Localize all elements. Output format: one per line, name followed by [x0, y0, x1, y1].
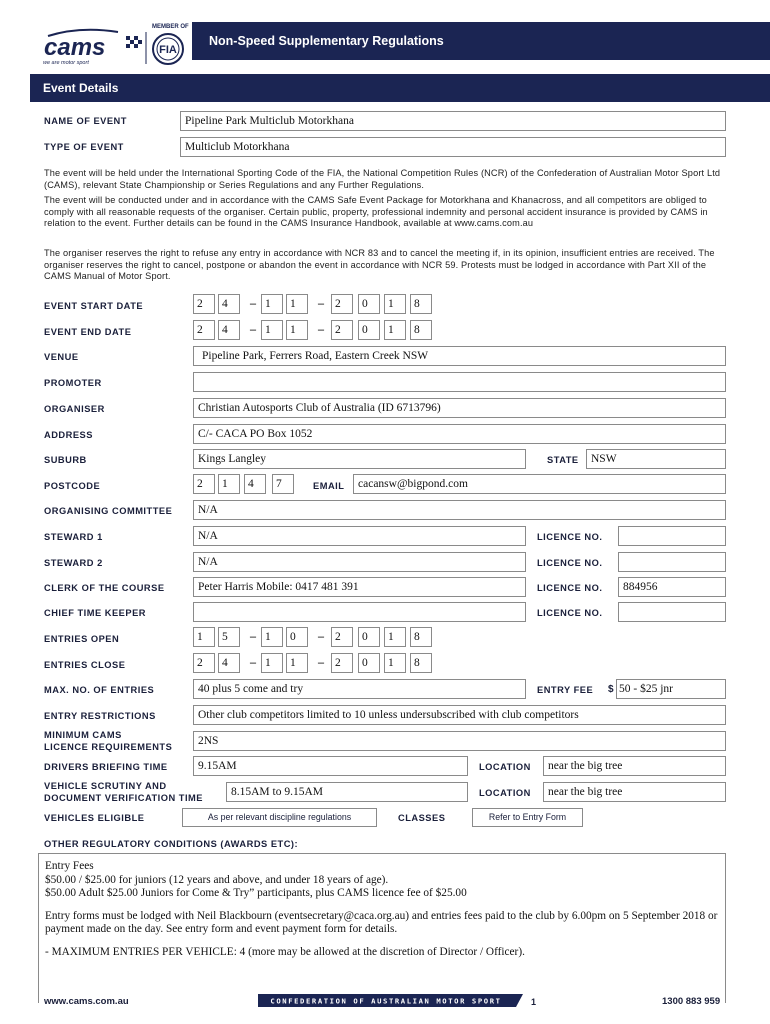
scrutiny-location-field[interactable]: near the big tree — [543, 782, 726, 802]
steward-2-label: STEWARD 2 — [44, 558, 103, 568]
venue-label: VENUE — [44, 352, 79, 362]
entry-fee-label: ENTRY FEE — [537, 685, 594, 695]
address-label: ADDRESS — [44, 430, 93, 440]
logo-member-text: MEMBER OF — [152, 24, 189, 30]
scrutiny-label-line2: DOCUMENT VERIFICATION TIME — [44, 793, 203, 803]
postcode-label: POSTCODE — [44, 481, 101, 491]
max-entries-field[interactable]: 40 plus 5 come and try — [193, 679, 526, 699]
steward-2-licence-label: LICENCE NO. — [537, 558, 603, 568]
steward-1-licence-label: LICENCE NO. — [537, 532, 603, 542]
suburb-label: SUBURB — [44, 455, 87, 465]
date-digit[interactable]: 1 — [384, 294, 406, 314]
date-separator: – — [250, 296, 256, 310]
date-digit[interactable]: 2 — [331, 653, 353, 673]
suburb-field[interactable]: Kings Langley — [193, 449, 526, 469]
chief-time-keeper-label: CHIEF TIME KEEPER — [44, 608, 146, 618]
date-digit[interactable]: 1 — [261, 320, 283, 340]
regulation-paragraph: The event will be held under the International Sporting Code of the FIA, the National Competition Rules (NCR) of the Confederation of Australian Motor Sport Ltd (CAMS), relevant State Championship or Series Regulations and any Further Regulations. — [44, 168, 721, 190]
entry-restrictions-label: ENTRY RESTRICTIONS — [44, 711, 156, 721]
name-of-event-field[interactable]: Pipeline Park Multiclub Motorkhana — [180, 111, 726, 131]
state-field[interactable]: NSW — [586, 449, 726, 469]
date-digit[interactable]: 1 — [384, 627, 406, 647]
min-licence-field[interactable]: 2NS — [193, 731, 726, 751]
date-digit[interactable]: 1 — [261, 653, 283, 673]
entry-fee-field[interactable]: 50 - $25 jnr — [616, 679, 726, 699]
type-of-event-field[interactable]: Multiclub Motorkhana — [180, 137, 726, 157]
date-digit[interactable]: 0 — [286, 627, 308, 647]
date-digit[interactable]: 8 — [410, 653, 432, 673]
steward-2-field[interactable]: N/A — [193, 552, 526, 572]
date-digit[interactable]: 2 — [331, 320, 353, 340]
scrutiny-location-label: LOCATION — [479, 788, 531, 798]
address-field[interactable]: C/- CACA PO Box 1052 — [193, 424, 726, 444]
max-entries-label: MAX. NO. OF ENTRIES — [44, 685, 155, 695]
footer-website: www.cams.com.au — [44, 996, 129, 1007]
briefing-location-field[interactable]: near the big tree — [543, 756, 726, 776]
date-digit[interactable]: 1 — [193, 627, 215, 647]
classes-label: CLASSES — [398, 813, 446, 823]
date-digit[interactable]: 1 — [261, 294, 283, 314]
clerk-licence-label: LICENCE NO. — [537, 583, 603, 593]
entries-open-label: ENTRIES OPEN — [44, 634, 120, 644]
event-end-date-label: EVENT END DATE — [44, 327, 132, 337]
postcode-digit[interactable]: 7 — [272, 474, 294, 494]
date-separator: – — [318, 296, 324, 310]
postcode-digit[interactable]: 4 — [244, 474, 266, 494]
vehicles-eligible-label: VEHICLES ELIGIBLE — [44, 813, 145, 823]
postcode-digit[interactable]: 1 — [218, 474, 240, 494]
logo-fia-text: FIA — [159, 44, 177, 56]
date-digit[interactable]: 1 — [384, 653, 406, 673]
venue-field[interactable]: Pipeline Park, Ferrers Road, Eastern Creek NSW — [193, 346, 726, 366]
date-digit[interactable]: 1 — [286, 294, 308, 314]
footer-band-text: CONFEDERATION OF AUSTRALIAN MOTOR SPORT — [270, 996, 502, 1006]
postcode-digit[interactable]: 2 — [193, 474, 215, 494]
email-label: EMAIL — [313, 481, 345, 491]
clerk-of-course-label: CLERK OF THE COURSE — [44, 583, 165, 593]
steward-1-licence-field[interactable] — [618, 526, 726, 546]
chief-time-keeper-licence-field[interactable] — [618, 602, 726, 622]
logo-tagline-text: we are motor sport — [43, 60, 89, 66]
date-separator: – — [250, 322, 256, 336]
date-digit[interactable]: 0 — [358, 294, 380, 314]
chief-time-keeper-field[interactable] — [193, 602, 526, 622]
conditions-paragraph: - MAXIMUM ENTRIES PER VEHICLE: 4 (more may be allowed at the discretion of Director / Officer). — [45, 945, 525, 958]
section-title: Event Details — [30, 74, 770, 102]
date-digit[interactable]: 4 — [218, 653, 240, 673]
date-digit[interactable]: 2 — [193, 653, 215, 673]
scrutiny-label-line1: VEHICLE SCRUTINY AND — [44, 781, 167, 791]
date-separator: – — [318, 322, 324, 336]
steward-1-field[interactable]: N/A — [193, 526, 526, 546]
footer-phone: 1300 883 959 — [662, 996, 721, 1007]
date-digit[interactable]: 1 — [286, 653, 308, 673]
steward-1-label: STEWARD 1 — [44, 532, 103, 542]
chief-time-keeper-licence-label: LICENCE NO. — [537, 608, 603, 618]
clerk-of-course-field[interactable]: Peter Harris Mobile: 0417 481 391 — [193, 577, 526, 597]
entry-restrictions-field[interactable]: Other club competitors limited to 10 unless undersubscribed with club competitors — [193, 705, 726, 725]
entries-close-label: ENTRIES CLOSE — [44, 660, 126, 670]
date-digit[interactable]: 0 — [358, 320, 380, 340]
date-digit[interactable]: 2 — [331, 294, 353, 314]
email-field[interactable]: cacansw@bigpond.com — [353, 474, 726, 494]
clerk-licence-field[interactable]: 884956 — [618, 577, 726, 597]
date-digit[interactable]: 8 — [410, 320, 432, 340]
min-licence-label-line2: LICENCE REQUIREMENTS — [44, 742, 173, 752]
page-number: 1 — [531, 997, 537, 1007]
conditions-paragraph: Entry Fees $50.00 / $25.00 for juniors (12 years and above, and under 18 years of age). $50.00 Adult $25.00 Juniors for Come & Try” participants, plus CAMS licence fee of $25.00 — [45, 860, 467, 899]
organising-committee-label: ORGANISING COMMITTEE — [44, 506, 173, 516]
regulation-paragraph: The event will be conducted under and in accordance with the CAMS Safe Event Package for Motorkhana and Khanacross, and all competitors are obliged to comply with all reasonable requests of the organiser. Certain public, property, professional indemnity and personal accident insurance is provided by CAMS in relation to the event. Further details can be found in the CAMS Insurance Handbook, available at www.cams.com.au — [44, 195, 708, 228]
briefing-location-label: LOCATION — [479, 762, 531, 772]
date-digit[interactable]: 8 — [410, 294, 432, 314]
date-digit[interactable]: 2 — [193, 294, 215, 314]
scrutiny-time-field[interactable]: 8.15AM to 9.15AM — [226, 782, 468, 802]
date-digit[interactable]: 4 — [218, 320, 240, 340]
entry-fee-currency: $ — [608, 684, 615, 695]
organiser-field[interactable]: Christian Autosports Club of Australia (ID 6713796) — [193, 398, 726, 418]
event-start-date-label: EVENT START DATE — [44, 301, 144, 311]
promoter-field[interactable] — [193, 372, 726, 392]
promoter-label: PROMOTER — [44, 378, 102, 388]
min-licence-label-line1: MINIMUM CAMS — [44, 730, 122, 740]
date-digit[interactable]: 2 — [193, 320, 215, 340]
organiser-label: ORGANISER — [44, 404, 105, 414]
drivers-briefing-field[interactable]: 9.15AM — [193, 756, 468, 776]
cams-logo — [40, 22, 190, 68]
date-digit[interactable]: 0 — [358, 653, 380, 673]
date-digit[interactable]: 5 — [218, 627, 240, 647]
footer-band — [258, 994, 523, 1007]
page-title: Non-Speed Supplementary Regulations — [192, 22, 770, 60]
date-digit[interactable]: 1 — [286, 320, 308, 340]
date-digit[interactable]: 1 — [261, 627, 283, 647]
date-separator: – — [318, 655, 324, 669]
date-separator: – — [318, 629, 324, 643]
classes-field[interactable]: Refer to Entry Form — [472, 808, 583, 827]
date-digit[interactable]: 2 — [331, 627, 353, 647]
vehicles-eligible-field[interactable]: As per relevant discipline regulations — [182, 808, 377, 827]
date-digit[interactable]: 0 — [358, 627, 380, 647]
date-separator: – — [250, 655, 256, 669]
name-of-event-label: NAME OF EVENT — [44, 116, 127, 126]
type-of-event-label: TYPE OF EVENT — [44, 142, 124, 152]
regulation-paragraph: The organiser reserves the right to refuse any entry in accordance with NCR 83 and to cancel the meeting if, in its opinion, insufficient entries are received. The organiser reserves the right to cancel, postpone or abandon the event in accordance with NCR 59. Protests must be lodged in accordance with Part XII of the CAMS Manual of Motor Sport. — [44, 248, 715, 281]
conditions-paragraph: Entry forms must be lodged with Neil Blackbourn (eventsecretary@caca.org.au) and entries fees paid to the club by 6.00pm on 5 September 2018 or payment made on the day. See entry form and event payment form for details. — [45, 909, 718, 935]
date-digit[interactable]: 1 — [384, 320, 406, 340]
steward-2-licence-field[interactable] — [618, 552, 726, 572]
date-separator: – — [250, 629, 256, 643]
drivers-briefing-label: DRIVERS BRIEFING TIME — [44, 762, 168, 772]
other-conditions-field[interactable] — [38, 853, 726, 1003]
date-digit[interactable]: 4 — [218, 294, 240, 314]
state-label: STATE — [547, 455, 579, 465]
organising-committee-field[interactable]: N/A — [193, 500, 726, 520]
date-digit[interactable]: 8 — [410, 627, 432, 647]
other-conditions-label: OTHER REGULATORY CONDITIONS (AWARDS ETC): — [44, 839, 299, 849]
logo-brand-text: cams — [44, 34, 106, 61]
